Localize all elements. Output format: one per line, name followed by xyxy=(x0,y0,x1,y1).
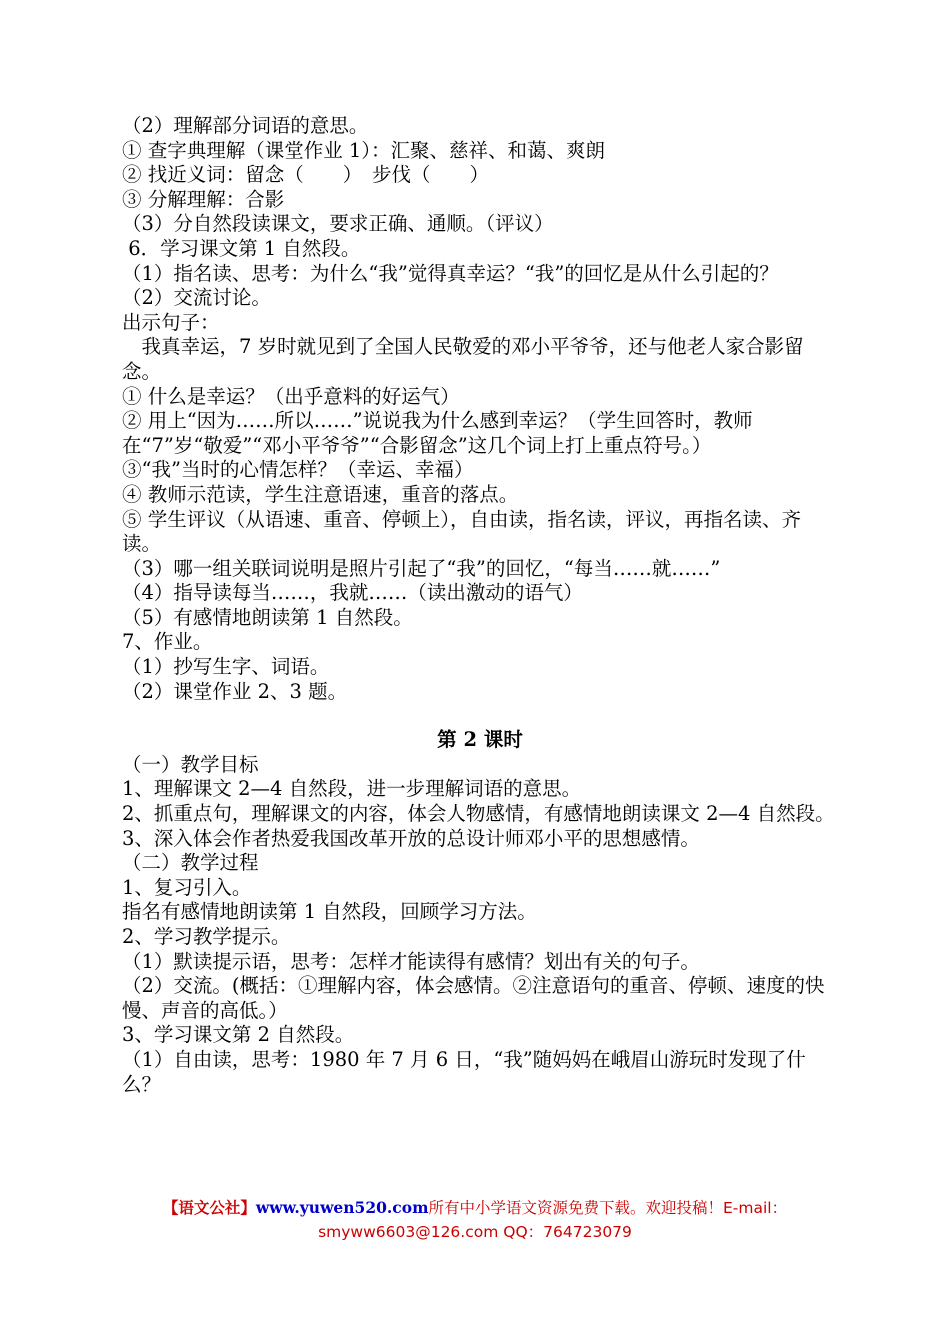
text-line: ④ 教师示范读，学生注意语速，重音的落点。 xyxy=(122,482,519,506)
text-line: 2、抓重点句，理解课文的内容，体会人物感情，有感情地朗读课文 2—4 自然段。 xyxy=(122,802,835,826)
footer-brand: 【语文公社】 xyxy=(162,1199,256,1217)
text-line: （3）哪一组关联词说明是照片引起了“我”的回忆，“每当……就……” xyxy=(122,556,721,580)
text-line: 指名有感情地朗读第 1 自然段，回顾学习方法。 xyxy=(122,900,537,924)
text-line: ① 查字典理解（课堂作业 1）：汇聚、慈祥、和蔼、爽朗 xyxy=(122,138,606,162)
spacer xyxy=(122,704,838,728)
text-line: 3、深入体会作者热爱我国改革开放的总设计师邓小平的思想感情。 xyxy=(122,826,700,850)
text-line: （2）交流。(概括：①理解内容，体会感情。②注意语句的重音、停顿、速度的快慢、声音的高低。） xyxy=(122,974,825,1022)
text-line: ② 找近义词：留念（ ） 步伐（ ） xyxy=(122,163,489,187)
text-line: （1）抄写生字、词语。 xyxy=(122,655,330,679)
section-part2 xyxy=(122,753,838,1097)
footer-contact: smyww6603@126.com QQ：764723079 xyxy=(318,1223,632,1241)
lesson-heading: 第 2 课时 xyxy=(437,728,523,752)
footer-line-1 xyxy=(0,1196,950,1220)
text-line: （2）理解部分词语的意思。 xyxy=(122,114,369,137)
text-line: 3、学习课文第 2 自然段。 xyxy=(122,1023,355,1047)
text-line: （3）分自然段读课文，要求正确、通顺。（评议） xyxy=(122,212,554,236)
document-body xyxy=(122,114,838,1097)
text-line: ③“我”当时的心情怎样？（幸运、幸福） xyxy=(122,458,474,482)
text-line: （5）有感情地朗读第 1 自然段。 xyxy=(122,605,413,629)
text-line: （1）指名读、思考：为什么“我”觉得真幸运？“我”的回忆是从什么引起的？ xyxy=(122,261,779,285)
text-line: （1）默读提示语，思考：怎样才能读得有感情？划出有关的句子。 xyxy=(122,949,700,973)
page-footer xyxy=(0,1196,950,1244)
text-line: （4）指导读每当……，我就……（读出激动的语气） xyxy=(122,581,583,605)
footer-site-link[interactable]: www.yuwen520.com xyxy=(255,1198,429,1217)
section-part1 xyxy=(122,114,838,704)
text-line: ⑤ 学生评议（从语速、重音、停顿上），自由读，指名读，评议，再指名读、齐读。 xyxy=(122,507,801,556)
quoted-sentence: 我真幸运，7 岁时就见到了全国人民敬爱的邓小平爷爷，还与他老人家合影留念。 xyxy=(122,335,804,383)
footer-text: 所有中小学语文资源免费下载。欢迎投稿！E-mail： xyxy=(428,1199,788,1217)
text-line: 1、复习引入。 xyxy=(122,875,252,899)
text-line: 6．学习课文第 1 自然段。 xyxy=(122,236,361,260)
text-line: ③ 分解理解：合影 xyxy=(122,187,285,211)
text-line: 出示句子： xyxy=(122,310,220,334)
text-line: 1、理解课文 2—4 自然段，进一步理解词语的意思。 xyxy=(122,777,582,801)
text-line: 7、作业。 xyxy=(122,630,213,654)
text-line: （一）教学目标 xyxy=(122,752,259,776)
text-line: （2）课堂作业 2、3 题。 xyxy=(122,679,348,703)
text-line: （2）交流讨论。 xyxy=(122,286,271,310)
text-line: 2、学习教学提示。 xyxy=(122,925,291,948)
text-line: ② 用上“因为……所以……”说说我为什么感到幸运？（学生回答时，教师在“7”岁“敬爱”“邓小平爷爷”“合影留念”这几个词上打上重点符号。） xyxy=(122,409,753,457)
text-line: ① 什么是幸运？（出乎意料的好运气） xyxy=(122,384,460,408)
text-line: （1）自由读，思考：1980 年 7 月 6 日，“我”随妈妈在峨眉山游玩时发现了什么？ xyxy=(122,1047,806,1096)
text-line: （二）教学过程 xyxy=(122,851,259,875)
